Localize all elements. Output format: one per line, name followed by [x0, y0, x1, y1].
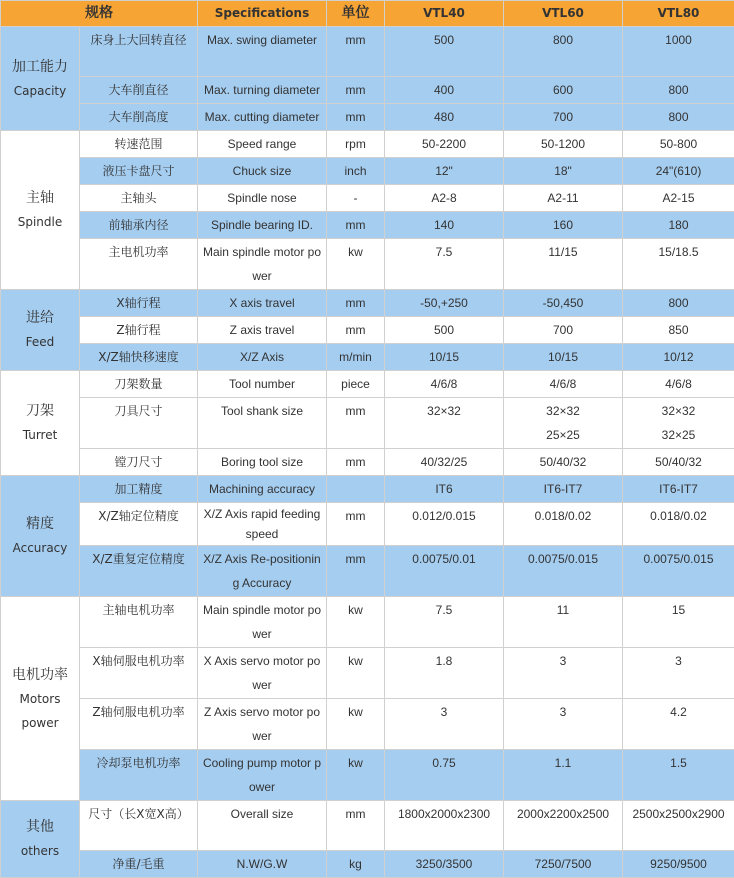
group-spindle	[1, 131, 80, 290]
row-unit: mm	[327, 398, 385, 449]
row-spec: Main spindle motor power	[198, 239, 327, 290]
row-vtl40: 32×32	[385, 398, 504, 449]
row-name-zh: 加工精度	[80, 476, 198, 503]
group-label-en-line2: power	[3, 711, 77, 735]
table-row	[1, 851, 734, 878]
row-unit: -	[327, 185, 385, 212]
table-row	[1, 185, 734, 212]
row-unit: kw	[327, 239, 385, 290]
row-vtl40: 400	[385, 77, 504, 104]
row-vtl60: 50/40/32	[504, 449, 623, 476]
row-vtl80: 800	[623, 104, 734, 131]
table-row	[1, 648, 734, 699]
row-vtl60: -50,450	[504, 290, 623, 317]
row-vtl80: 180	[623, 212, 734, 239]
row-vtl40: A2-8	[385, 185, 504, 212]
group-label-en: Spindle	[3, 210, 77, 234]
row-name-zh: X轴行程	[80, 290, 198, 317]
group-feed	[1, 290, 80, 371]
table-row	[1, 699, 734, 750]
row-vtl40: IT6	[385, 476, 504, 503]
row-vtl40: 50-2200	[385, 131, 504, 158]
row-unit: mm	[327, 546, 385, 597]
row-unit: mm	[327, 290, 385, 317]
table-row	[1, 317, 734, 344]
header-unit: 单位	[327, 1, 385, 27]
row-unit: m/min	[327, 344, 385, 371]
row-vtl80: 3	[623, 648, 734, 699]
header-zh-name: 规格	[1, 1, 198, 27]
row-vtl80: 0.0075/0.015	[623, 546, 734, 597]
group-label-en: Accuracy	[3, 536, 77, 560]
table-row	[1, 77, 734, 104]
row-name-zh: 尺寸（长X宽X高）	[80, 801, 198, 851]
row-spec: Spindle nose	[198, 185, 327, 212]
row-unit	[327, 476, 385, 503]
row-unit: kw	[327, 648, 385, 699]
row-spec: Max. cutting diameter	[198, 104, 327, 131]
row-vtl40: 480	[385, 104, 504, 131]
group-turret	[1, 371, 80, 476]
row-vtl40: 0.75	[385, 750, 504, 801]
row-vtl40: 7.5	[385, 597, 504, 648]
row-vtl40: 0.012/0.015	[385, 503, 504, 546]
table-row	[1, 476, 734, 503]
row-spec: X/Z Axis Re-positioning Accuracy	[198, 546, 327, 597]
row-unit: kw	[327, 699, 385, 750]
row-name-zh: X/Z轴定位精度	[80, 503, 198, 546]
row-vtl60: 0.018/0.02	[504, 503, 623, 546]
table-row	[1, 750, 734, 801]
row-vtl60: 11	[504, 597, 623, 648]
row-unit: kw	[327, 750, 385, 801]
row-vtl60: 11/15	[504, 239, 623, 290]
row-vtl60: 700	[504, 317, 623, 344]
row-vtl80: 4/6/8	[623, 371, 734, 398]
row-vtl40: -50,+250	[385, 290, 504, 317]
row-spec: N.W/G.W	[198, 851, 327, 878]
row-vtl60: 700	[504, 104, 623, 131]
group-label-zh: 加工能力	[3, 55, 77, 79]
row-vtl60: 2000x2200x2500	[504, 801, 623, 851]
row-vtl40: 500	[385, 317, 504, 344]
table-row	[1, 371, 734, 398]
row-vtl40: 3	[385, 699, 504, 750]
row-vtl60: 3	[504, 699, 623, 750]
row-vtl60: 0.0075/0.015	[504, 546, 623, 597]
row-vtl40: 1800x2000x2300	[385, 801, 504, 851]
group-label-zh: 电机功率	[3, 663, 77, 687]
row-name-zh: 刀架数量	[80, 371, 198, 398]
row-name-zh: 刀具尺寸	[80, 398, 198, 449]
group-label-zh: 主轴	[3, 186, 77, 210]
table-row	[1, 398, 734, 449]
header-specifications: Specifications	[198, 1, 327, 27]
group-label-en-line1: Motors	[3, 687, 77, 711]
row-spec: Tool shank size	[198, 398, 327, 449]
table-row	[1, 131, 734, 158]
row-unit: mm	[327, 449, 385, 476]
row-vtl40: 140	[385, 212, 504, 239]
row-vtl40: 40/32/25	[385, 449, 504, 476]
row-vtl60: 600	[504, 77, 623, 104]
group-label-zh: 精度	[3, 512, 77, 536]
header-row	[1, 1, 734, 27]
table-row	[1, 212, 734, 239]
table-row	[1, 801, 734, 851]
row-vtl40: 1.8	[385, 648, 504, 699]
row-vtl60: 160	[504, 212, 623, 239]
row-spec: Cooling pump motor power	[198, 750, 327, 801]
row-vtl60: 7250/7500	[504, 851, 623, 878]
row-vtl80: 800	[623, 290, 734, 317]
group-label-zh: 其他	[3, 815, 77, 839]
row-vtl60-line1: 32×32	[506, 399, 620, 423]
row-spec: Speed range	[198, 131, 327, 158]
row-name-zh: 前轴承内径	[80, 212, 198, 239]
row-vtl80: 1000	[623, 27, 734, 77]
row-vtl60: 1.1	[504, 750, 623, 801]
row-name-zh: 床身上大回转直径	[80, 27, 198, 77]
table-row	[1, 449, 734, 476]
row-name-zh: 主电机功率	[80, 239, 198, 290]
row-spec: Chuck size	[198, 158, 327, 185]
row-vtl60: 50-1200	[504, 131, 623, 158]
group-label-en: Capacity	[3, 79, 77, 103]
row-unit: kg	[327, 851, 385, 878]
row-vtl40: 0.0075/0.01	[385, 546, 504, 597]
row-spec: Main spindle motor power	[198, 597, 327, 648]
row-vtl40: 4/6/8	[385, 371, 504, 398]
row-spec: X axis travel	[198, 290, 327, 317]
header-vtl60: VTL60	[504, 1, 623, 27]
group-others	[1, 801, 80, 878]
row-vtl60: 10/15	[504, 344, 623, 371]
row-spec: Max. turning diameter	[198, 77, 327, 104]
table-row	[1, 597, 734, 648]
row-spec: X Axis servo motor power	[198, 648, 327, 699]
row-vtl80: 2500x2500x2900	[623, 801, 734, 851]
row-vtl80: 10/12	[623, 344, 734, 371]
group-motors-power	[1, 597, 80, 801]
row-name-zh: X/Z轴快移速度	[80, 344, 198, 371]
group-capacity	[1, 27, 80, 131]
row-unit: mm	[327, 27, 385, 77]
row-vtl80: 24"(610)	[623, 158, 734, 185]
table-row	[1, 104, 734, 131]
row-name-zh: X/Z重复定位精度	[80, 546, 198, 597]
row-name-zh: Z轴伺服电机功率	[80, 699, 198, 750]
row-vtl80: 4.2	[623, 699, 734, 750]
row-spec: X/Z Axis	[198, 344, 327, 371]
table-row	[1, 503, 734, 546]
table-row	[1, 344, 734, 371]
row-vtl60: 800	[504, 27, 623, 77]
row-vtl40: 7.5	[385, 239, 504, 290]
row-name-zh: Z轴行程	[80, 317, 198, 344]
row-spec: Overall size	[198, 801, 327, 851]
row-vtl40: 12"	[385, 158, 504, 185]
row-vtl80: 15	[623, 597, 734, 648]
row-spec: Spindle bearing ID.	[198, 212, 327, 239]
row-name-zh: 液压卡盘尺寸	[80, 158, 198, 185]
row-unit: mm	[327, 801, 385, 851]
row-name-zh: 转速范围	[80, 131, 198, 158]
row-name-zh: 大车削直径	[80, 77, 198, 104]
row-vtl60: IT6-IT7	[504, 476, 623, 503]
row-vtl60-line2: 25×25	[506, 423, 620, 447]
row-vtl80: 850	[623, 317, 734, 344]
row-unit: piece	[327, 371, 385, 398]
row-unit: mm	[327, 212, 385, 239]
group-label-en: others	[3, 839, 77, 863]
row-vtl60: 3	[504, 648, 623, 699]
row-vtl80: 800	[623, 77, 734, 104]
table-row	[1, 290, 734, 317]
row-unit: mm	[327, 503, 385, 546]
group-label-en: Feed	[3, 330, 77, 354]
row-spec: Tool number	[198, 371, 327, 398]
row-vtl80: 50-800	[623, 131, 734, 158]
row-name-zh: 主轴电机功率	[80, 597, 198, 648]
row-vtl80-line2: 32×25	[625, 423, 732, 447]
row-vtl60	[504, 398, 623, 449]
row-vtl40: 500	[385, 27, 504, 77]
row-vtl80: 1.5	[623, 750, 734, 801]
row-name-zh: X轴伺服电机功率	[80, 648, 198, 699]
row-vtl80-line1: 32×32	[625, 399, 732, 423]
row-spec: Z Axis servo motor power	[198, 699, 327, 750]
row-spec: Machining accuracy	[198, 476, 327, 503]
row-vtl40: 3250/3500	[385, 851, 504, 878]
row-vtl80: 0.018/0.02	[623, 503, 734, 546]
table-row	[1, 546, 734, 597]
table-row	[1, 158, 734, 185]
row-vtl80: 50/40/32	[623, 449, 734, 476]
row-unit: mm	[327, 104, 385, 131]
row-unit: mm	[327, 317, 385, 344]
row-vtl60: A2-11	[504, 185, 623, 212]
row-vtl80: 15/18.5	[623, 239, 734, 290]
row-spec: Boring tool size	[198, 449, 327, 476]
row-vtl80	[623, 398, 734, 449]
row-name-zh: 镗刀尺寸	[80, 449, 198, 476]
table-row	[1, 239, 734, 290]
group-accuracy	[1, 476, 80, 597]
row-spec: X/Z Axis rapid feeding speed	[198, 503, 327, 546]
row-name-zh: 大车削高度	[80, 104, 198, 131]
row-unit: kw	[327, 597, 385, 648]
group-label-zh: 刀架	[3, 399, 77, 423]
row-unit: rpm	[327, 131, 385, 158]
row-unit: inch	[327, 158, 385, 185]
row-name-zh: 冷却泵电机功率	[80, 750, 198, 801]
row-vtl60: 18"	[504, 158, 623, 185]
header-vtl40: VTL40	[385, 1, 504, 27]
row-vtl80: 9250/9500	[623, 851, 734, 878]
row-name-zh: 净重/毛重	[80, 851, 198, 878]
row-spec: Z axis travel	[198, 317, 327, 344]
row-spec: Max. swing diameter	[198, 27, 327, 77]
row-vtl80: A2-15	[623, 185, 734, 212]
table-row	[1, 27, 734, 77]
group-label-zh: 进给	[3, 306, 77, 330]
row-vtl40: 10/15	[385, 344, 504, 371]
header-vtl80: VTL80	[623, 1, 734, 27]
row-vtl60: 4/6/8	[504, 371, 623, 398]
row-name-zh: 主轴头	[80, 185, 198, 212]
row-unit: mm	[327, 77, 385, 104]
group-label-en: Turret	[3, 423, 77, 447]
row-vtl80: IT6-IT7	[623, 476, 734, 503]
